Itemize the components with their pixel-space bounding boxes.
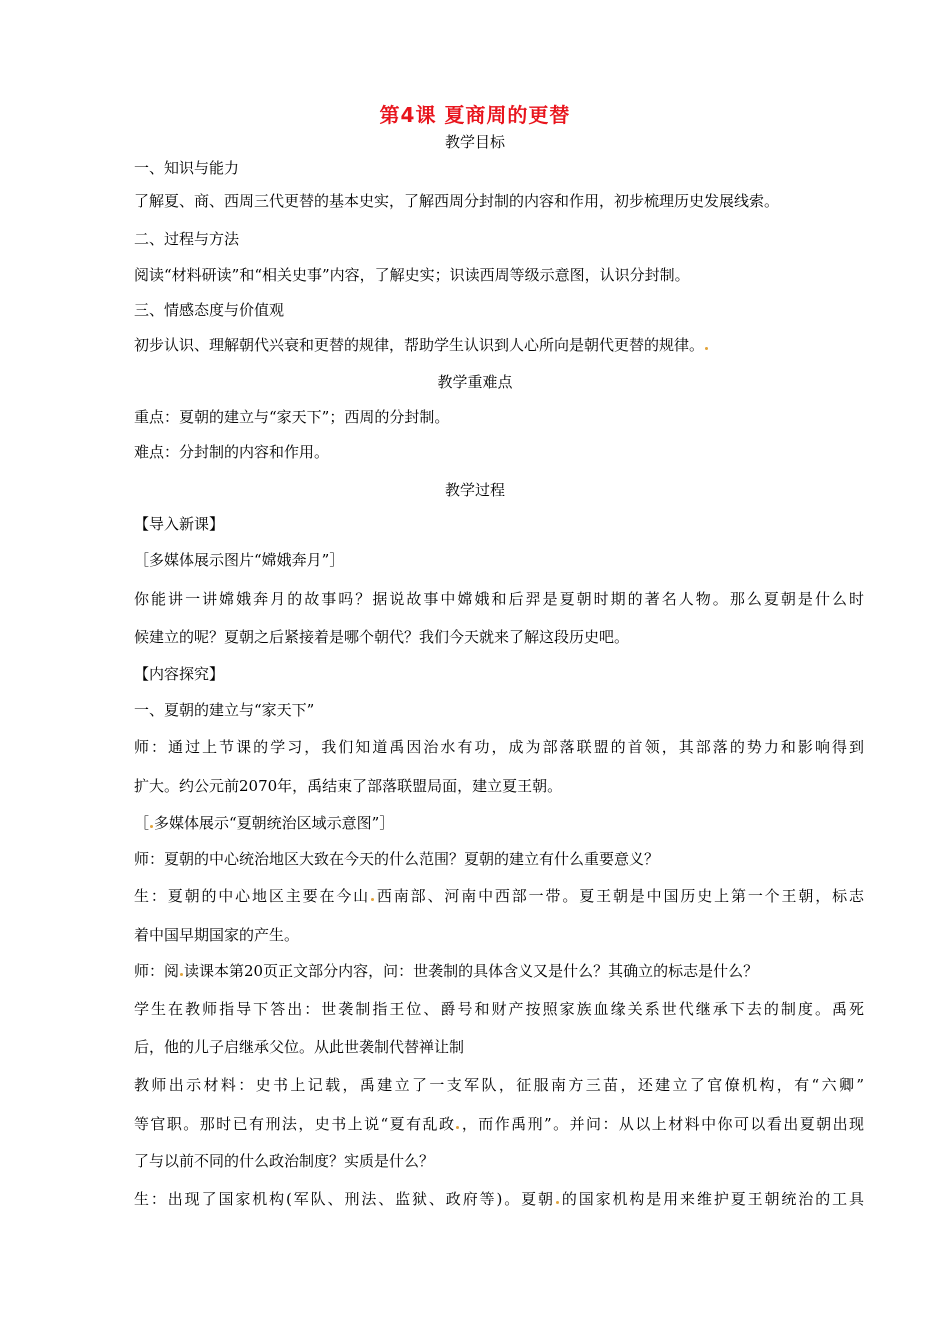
material-line-2-part-b: ，而作禹刑”。并问：从以上材料中你可以看出夏朝出现 <box>460 1115 865 1133</box>
media-note-2-text: 多媒体展示“夏朝统治区域示意图”］ <box>154 814 395 832</box>
intro-paragraph-line-2: 候建立的呢？夏朝之后紧接着是哪个朝代？我们今天就来了解这段历史吧。 <box>134 628 630 646</box>
teacher-1-line-2: 扩大。约公元前2070年，禹结束了部落联盟局面，建立夏王朝。 <box>134 777 563 795</box>
student-1-line-2: 着中国早期国家的产生。 <box>134 926 300 944</box>
student-3-part-a: 生：出现了国家机构(军队、刑法、监狱、政府等)。夏朝 <box>134 1190 555 1208</box>
goal-attitude-text <box>134 334 864 356</box>
goal-knowledge-text: 了解夏、商、西周三代更替的基本史实，了解西周分封制的内容和作用，初步梳理历史发展线索。 <box>134 192 780 210</box>
teacher-1-line-1: 师：通过上节课的学习，我们知道禹因治水有功，成为部落联盟的首领，其部落的势力和影响得到 <box>134 738 864 756</box>
student-2-line-1: 学生在教师指导下答出：世袭制指王位、爵号和财产按照家族血缘关系世代继承下去的制度。禹死 <box>134 1000 864 1018</box>
goal-heading-knowledge: 一、知识与能力 <box>134 159 240 177</box>
stray-dot-mark <box>150 825 153 828</box>
lesson-title: 第4课 夏商周的更替 <box>379 103 571 127</box>
media-note-2-bracket: ［ <box>134 814 150 832</box>
stray-dot-mark <box>705 347 708 350</box>
teacher-2: 师：夏朝的中心统治地区大致在今天的什么范围？夏朝的建立有什么重要意义？ <box>134 850 660 868</box>
goal-process-text: 阅读“材料研读”和“相关史事”内容，了解史实；识读西周等级示意图，认识分封制。 <box>134 266 690 284</box>
section-1-heading: 一、夏朝的建立与“家天下” <box>134 701 315 719</box>
material-line-2-part-a: 等官职。那时已有刑法，史书上说“夏有乱政 <box>134 1115 456 1133</box>
teacher-3-part-b: 读课本第20页正文部分内容，问：世袭制的具体含义又是什么？其确立的标志是什么？ <box>184 962 759 980</box>
goal-attitude-sentence: 初步认识、理解朝代兴衰和更替的规律，帮助学生认识到人心所向是朝代更替的规律。 <box>134 336 705 354</box>
student-3 <box>134 1188 864 1210</box>
stray-dot-mark <box>371 898 374 901</box>
student-1-line-1 <box>134 885 864 907</box>
intro-section-tag: 【导入新课】 <box>134 515 225 533</box>
heading-teaching-process: 教学过程 <box>444 481 505 499</box>
stray-dot-mark <box>180 973 183 976</box>
heading-teaching-goals: 教学目标 <box>444 133 505 151</box>
media-note-2 <box>134 812 864 834</box>
goal-heading-process: 二、过程与方法 <box>134 230 240 248</box>
stray-dot-mark <box>456 1126 459 1129</box>
student-1-line-1-part-a: 生：夏朝的中心地区主要在今山 <box>134 887 371 905</box>
material-line-3: 了与以前不同的什么政治制度？实质是什么？ <box>134 1152 435 1170</box>
intro-paragraph-line-1: 你能讲一讲嫦娥奔月的故事吗？据说故事中嫦娥和后羿是夏朝时期的著名人物。那么夏朝是什么时 <box>134 590 864 608</box>
stray-dot-mark <box>556 1201 559 1204</box>
material-line-1: 教师出示材料：史书上记载，禹建立了一支军队，征服南方三苗，还建立了官僚机构，有“六卿” <box>134 1076 864 1094</box>
intro-media-note: ［多媒体展示图片“嫦娥奔月”］ <box>134 551 345 569</box>
material-line-2 <box>134 1113 864 1135</box>
student-3-part-b: 的国家机构是用来维护夏王朝统治的工具 <box>559 1190 864 1208</box>
explore-section-tag: 【内容探究】 <box>134 665 225 683</box>
student-1-line-1-part-b: 西南部、河南中西部一带。夏王朝是中国历史上第一个王朝，标志 <box>375 887 864 905</box>
key-point: 重点：夏朝的建立与“家天下”；西周的分封制。 <box>134 408 450 426</box>
teacher-3 <box>134 960 864 982</box>
teacher-3-part-a: 师：阅 <box>134 962 180 980</box>
difficult-point: 难点：分封制的内容和作用。 <box>134 443 330 461</box>
heading-key-points: 教学重难点 <box>437 373 513 391</box>
student-2-line-2: 后，他的儿子启继承父位。从此世袭制代替禅让制 <box>134 1038 465 1056</box>
goal-heading-attitude: 三、情感态度与价值观 <box>134 301 285 319</box>
